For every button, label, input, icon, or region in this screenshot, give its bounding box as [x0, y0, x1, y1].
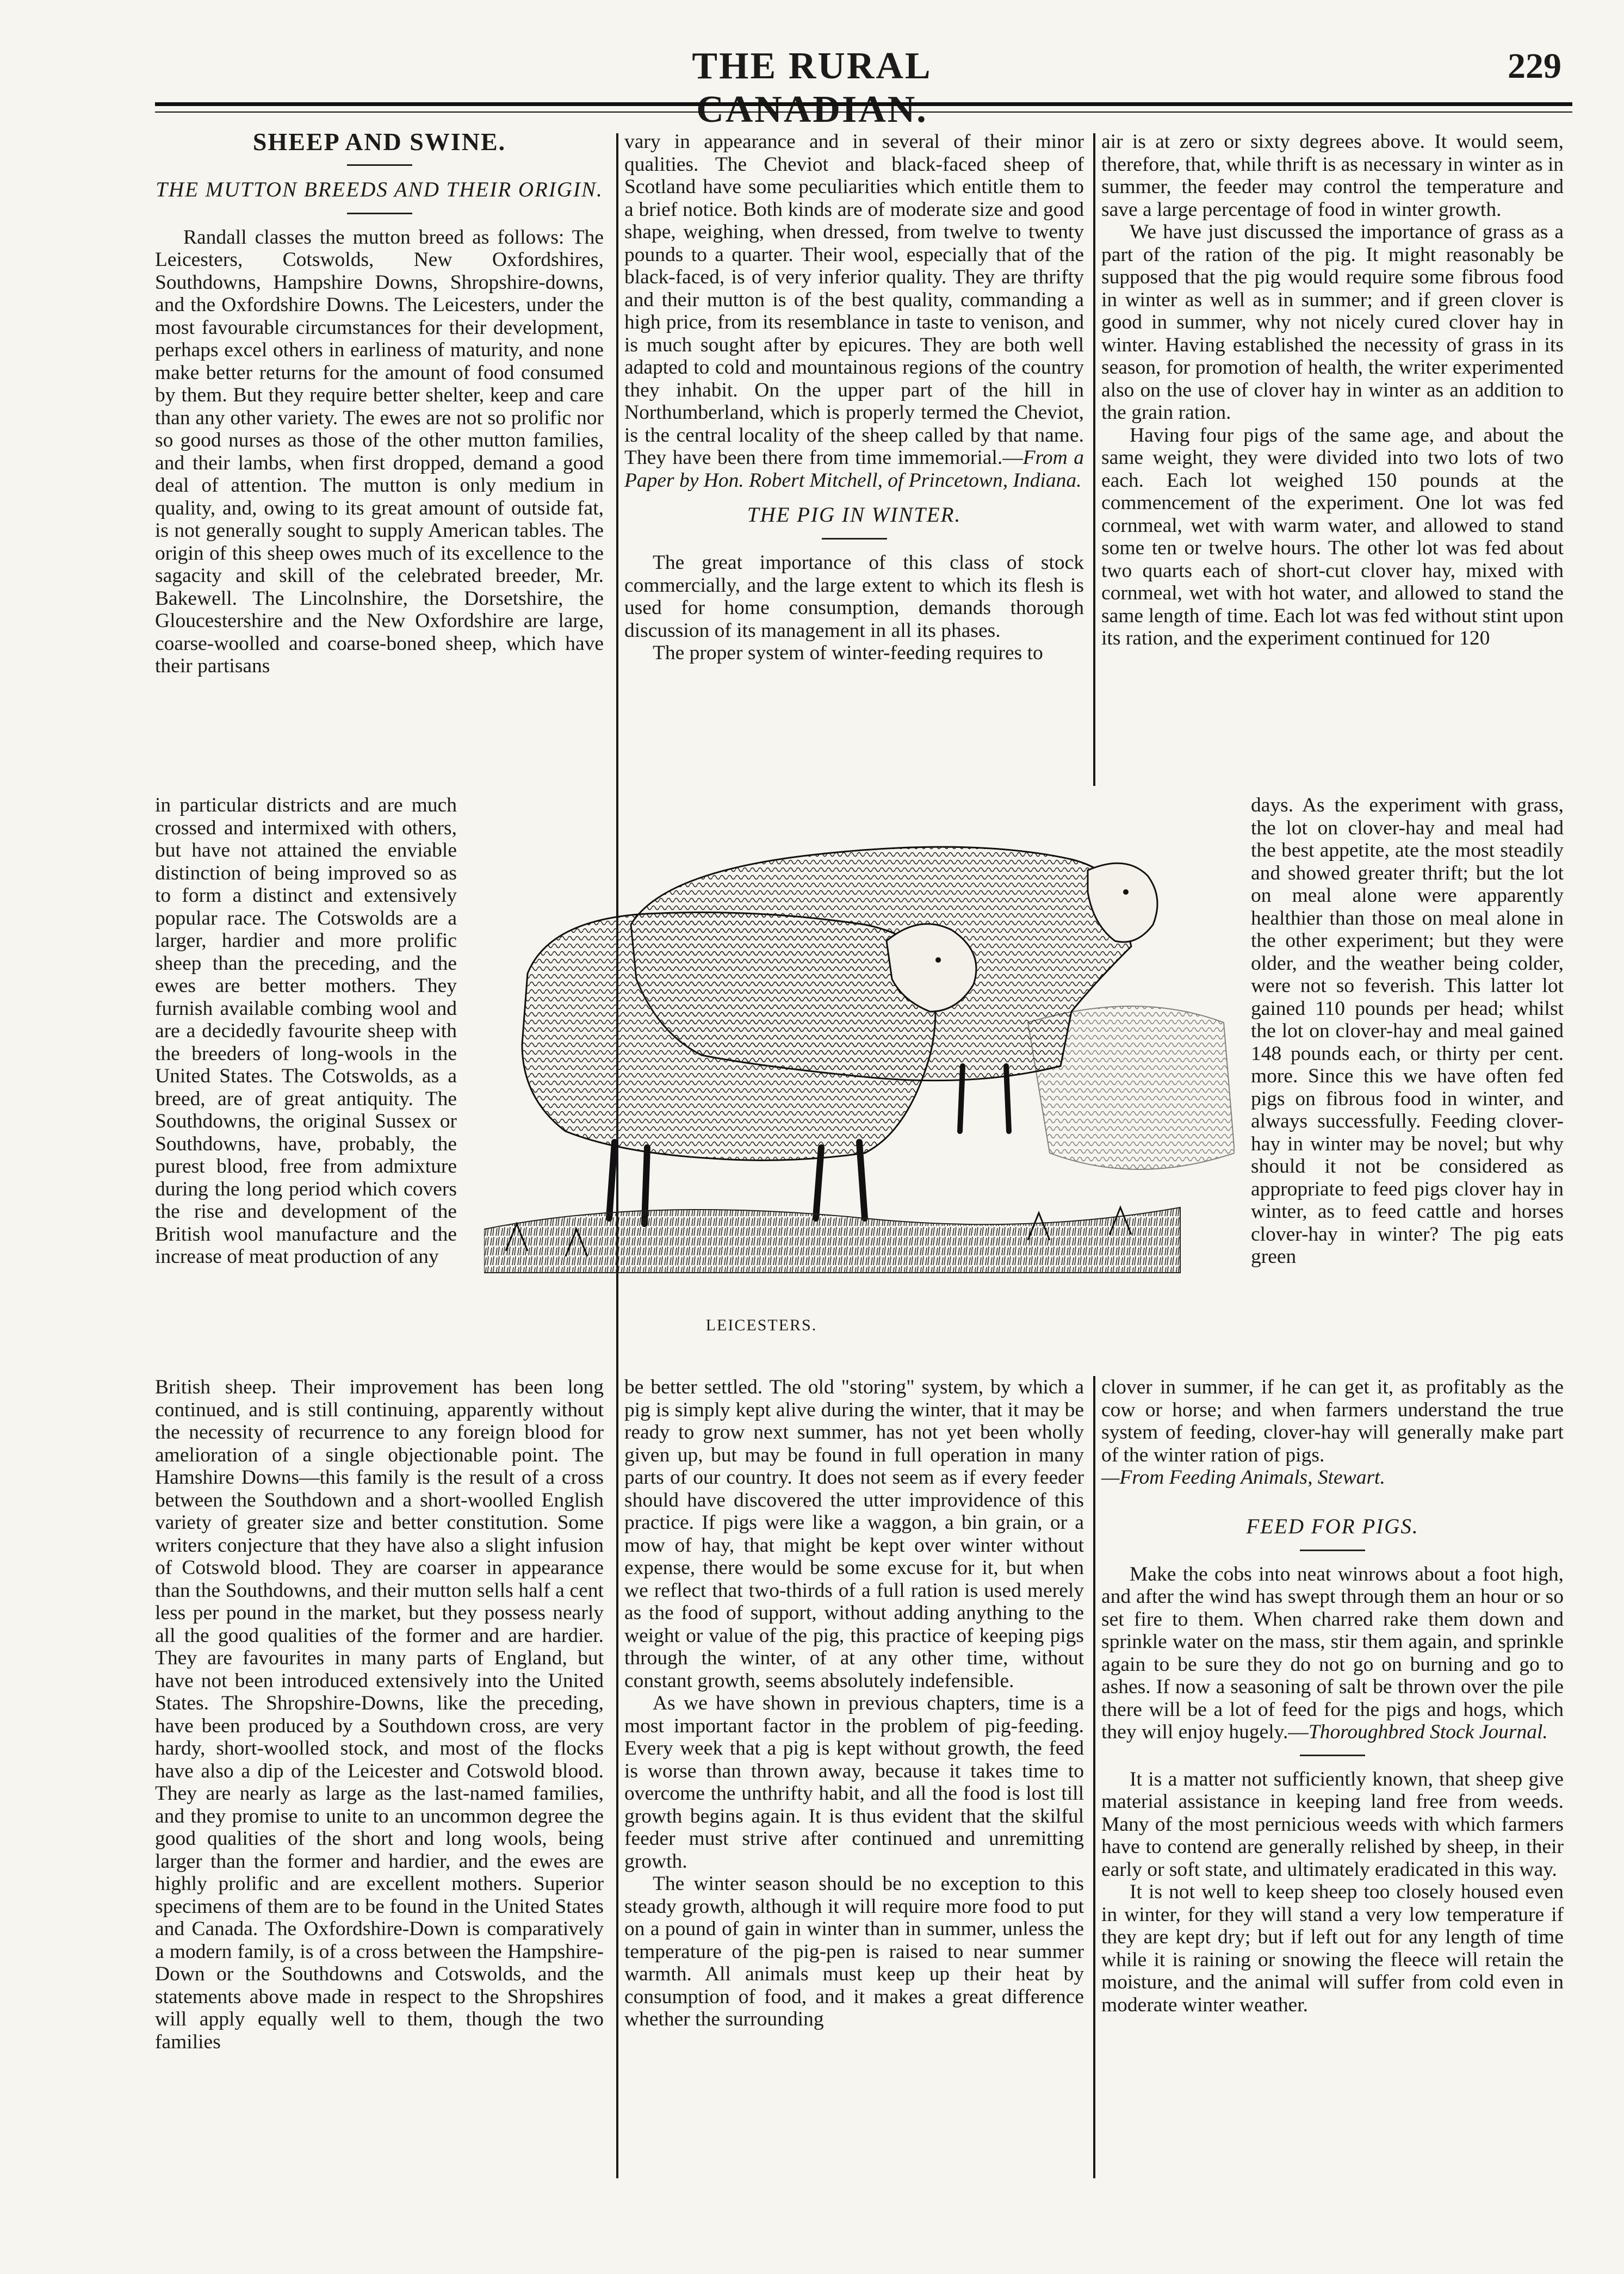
- column-1-lower: [155, 1376, 604, 2053]
- rule: [1300, 1550, 1365, 1551]
- running-head-title: THE RURAL CANADIAN.: [692, 45, 932, 131]
- rule: [347, 164, 412, 166]
- article-title: THE MUTTON BREEDS AND THEIR ORIGIN.: [156, 177, 603, 201]
- paragraph: days. As the experiment with grass, the lot on clover-hay and meal had the best appetite, ate the most steadily and showed greater thrift; but the lot on meal alone were apparently healthier than those on meal alone in the other experiment; but they were older, and the weather being colder, were not so feverish. This latter lot gained 110 pounds per head; whilst the lot on clover-hay and meal gained 148 pounds each, or thirty per cent. more. Since this we have often fed pigs on fibrous food in winter, and always successfully. Feeding clover-hay in winter may be novel; but why should it not be considered as appropriate to feed pigs clover hay in winter, as to feed cattle and horses clover-hay in winter? The pig eats green: [1251, 794, 1564, 1268]
- paragraph: vary in appearance and in several of their minor qualities. The Cheviot and black-faced sheep of Scotland have some peculiarities which entitle them to a brief notice. Both kinds are of moderate size and good shape, weighing, when dressed, from twelve to twenty pounds to a quarter. Their wool, especially that of the black-faced, is of very inferior quality. They are thrifty and their mutton is of the best quality, commanding a high price, from its resemblance in taste to venison, and is much sought after by epicures. They are both well adapted to cold and mountainous regions of the country they inhabit. On the upper part of the hill in Northumberland, which is properly termed the Cheviot, is the central locality of the sheep called by that name. They have been there from time immemorial.—From a Paper by Hon. Robert Mitchell, of Princetown, Indiana.: [624, 131, 1084, 492]
- paragraph: air is at zero or sixty degrees above. It would seem, therefore, that, while thrift is as necessary in winter as in summer, the feeder may control the temperature and save a large percentage of food in winter growth.: [1101, 131, 1564, 221]
- source-citation: From a Paper by Hon. Robert Mitchell, of Princetown, Indiana.: [624, 447, 1084, 492]
- paragraph: in particular districts and are much crossed and intermixed with others, but have not attained the enviable distinction of being improved so as to form a distinct and extensively popular race. The Cotswolds are a larger, hardier and more prolific sheep than the preceding, and the ewes are better mothers. They furnish available combing wool and are a decidedly favourite sheep with the breeders of long-wools in the United States. The Cotswolds, as a breed, are of great antiquity. The Southdowns, the original Sussex or Southdowns, have, probably, the purest blood, free from admixture during the long period which covers the rise and development of the British wool manufacture and the increase of meat production of any: [155, 794, 457, 1268]
- column-1: [155, 128, 604, 678]
- header-rule: [155, 102, 1572, 113]
- sheep-engraving: [484, 805, 1235, 1327]
- source-citation: Thoroughbred Stock Journal.: [1308, 1721, 1548, 1743]
- page-number: 229: [1508, 46, 1561, 86]
- paragraph: Randall classes the mutton breed as follows: The Leicesters, Cotswolds, New Oxfordshires, Southdowns, Hampshire Downs, Shropshire-downs, and the Oxfordshire Downs. The Leicesters, under the most favourable circumstances for their development, perhaps excel others in earliness of maturity, and none make better returns for the amount of food consumed by them. But they require better shelter, keep and care than any other variety. The ewes are not so prolific nor so good nurses as those of the other mutton families, and their lambs, when first dropped, demand a good deal of attention. The mutton is only medium in quality, and, owing to its great amount of outside fat, is not generally sought to supply American tables. The origin of this sheep owes much of its excellence to the sagacity and skill of the celebrated breeder, Mr. Bakewell. The Lincolnshire, the Dorsetshire, the Gloucestershire and the New Oxfordshire are large, coarse-woolled and coarse-boned sheep, which have their partisans: [155, 226, 604, 677]
- column-1-narrow: [155, 794, 457, 1268]
- paragraph: British sheep. Their improvement has been long continued, and is still continuing, apparently without the necessity of recurrence to any foreign blood for amelioration of a single objectionable point. The Hamshire Downs—this family is the result of a cross between the Southdown and a short-woolled English variety of greater size and better constitution. Some writers conjecture that they have also a slight infusion of Cotswold blood. They are coarser in appearance than the Southdowns, and their mutton sells half a cent less per pound in the market, but they possess nearly all the good qualities of the former and are hardier. They are favourites in many parts of England, but have not been introduced extensively into the United States. The Shropshire-Downs, like the preceding, have been produced by a Southdown cross, are very hardy, short-woolled stock, and most of the flocks have also a dip of the Leicester and Cotswold blood. They are nearly as large as the last-named families, and they promise to unite to an uncommon degree the good qualities of the short and long wools, being larger than the former and hardier, and the ewes are highly prolific and are excellent mothers. Superior specimens of them are to be found in the United States and Canada. The Oxfordshire-Down is comparatively a modern family, is of a cross between the Hampshire-Down or the Southdowns and Cotswolds, and the statements above made in respect to the Shropshires will apply equally well to them, though the two families: [155, 1376, 604, 2053]
- column-2-lower: [624, 1376, 1084, 2031]
- paragraph: clover in summer, if he can get it, as profitably as the cow or horse; and when farmers understand the true system of feeding, clover-hay will generally make part of the winter ration of pigs.: [1101, 1376, 1564, 1466]
- column-3: [1101, 131, 1564, 650]
- source-citation: —From Feeding Animals, Stewart.: [1101, 1466, 1385, 1489]
- leicester-sheep-illustration: [484, 805, 1235, 1334]
- paragraph: It is a matter not sufficiently known, that sheep give material assistance in keeping land free from weeds. Many of the most pernicious weeds with which farmers have to contend are generally relished by sheep, in their early or soft state, and ultimately eradicated in this way.: [1101, 1768, 1564, 1881]
- article-title: FEED FOR PIGS.: [1246, 1514, 1419, 1538]
- paragraph: be better settled. The old "storing" system, by which a pig is simply kept alive during the winter, that it may be ready to grow next summer, has not yet been wholly given up, but may be found in full operation in many parts of our country. It does not seem as if every feeder should have discovered the utter improvidence of this practice. If pigs were like a waggon, a bin grain, or a mow of hay, that might be kept over winter without expense, there would be some excuse for it, but when we reflect that two-thirds of a full ration is used merely as the food of support, without adding anything to the weight or value of the pig, this practice of keeping pigs through the winter, of at any other time, without constant growth, seems absolutely indefensible.: [624, 1376, 1084, 1692]
- paragraph: Having four pigs of the same age, and about the same weight, they were divided into two lots of two each. Each lot weighed 150 pounds at the commencement of the experiment. One lot was fed cornmeal, wet with warm water, and allowed to stand some ten or twelve hours. The other lot was fed about two quarts each of short-cut clover hay, mixed with cornmeal, wet with hot water, and allowed to stand the same length of time. Each lot was fed without stint upon its ration, and the experiment continued for 120: [1101, 424, 1564, 649]
- illustration-caption: LEICESTERS.: [705, 1316, 817, 1334]
- paragraph: The great importance of this class of stock commercially, and the large extent to which its flesh is used for home consumption, demands thorough discussion of its management in all its phases.: [624, 552, 1084, 642]
- section-heading: SHEEP AND SWINE.: [252, 128, 506, 156]
- rule: [822, 538, 887, 540]
- article-title: THE PIG IN WINTER.: [747, 503, 962, 526]
- paragraph: We have just discussed the importance of grass as a part of the ration of the pig. It might reasonably be supposed that the pig would require some fibrous food in winter as well as in summer; and if green clover is good in summer, why not nicely cured clover hay in winter. Having established the necessity of grass in its season, for promotion of health, the writer experimented also on the use of clover hay in winter as an addition to the grain ration.: [1101, 221, 1564, 424]
- column-divider-2: [1093, 133, 1095, 786]
- paragraph: Make the cobs into neat winrows about a foot high, and after the wind has swept through them an hour or so set fire to them. When charred rake them down and sprinkle water on the mass, stir them again, and sprinkle again to be sure they do not go on burning and go to ashes. If now a seasoning of salt be thrown over the pile there will be a lot of feed for the pigs and hogs, which they will enjoy hugely.—Thoroughbred Stock Journal.: [1101, 1563, 1564, 1743]
- paragraph: As we have shown in previous chapters, time is a most important factor in the problem of pig-feeding. Every week that a pig is kept without growth, the feed is worse than thrown away, because it takes time to overcome the unthrifty habit, and all the food is lost till growth begins again. It is thus evident that the skilful feeder must strive after continued and unremitting growth.: [624, 1692, 1084, 1873]
- column-3-lower: [1101, 1376, 1564, 2016]
- rule: [1300, 1755, 1365, 1756]
- column-divider-2b: [1093, 1376, 1095, 2178]
- column-3-narrow: [1251, 794, 1564, 1268]
- column-2: [624, 131, 1084, 665]
- rule: [347, 213, 412, 214]
- paragraph: The winter season should be no exception to this steady growth, although it will require more food to put on a pound of gain in winter than in summer, unless the temperature of the pig-pen is raised to near summer warmth. All animals must keep up their heat by consumption of food, and it makes a great difference whether the surrounding: [624, 1873, 1084, 2030]
- paragraph: It is not well to keep sheep too closely housed even in winter, for they will stand a very low temperature if they are kept dry; but if left out for any length of time while it is raining or snowing the fleece will retain the moisture, and the animal will suffer from cold even in moderate winter weather.: [1101, 1881, 1564, 2016]
- paragraph: The proper system of winter-feeding requires to: [653, 642, 1043, 664]
